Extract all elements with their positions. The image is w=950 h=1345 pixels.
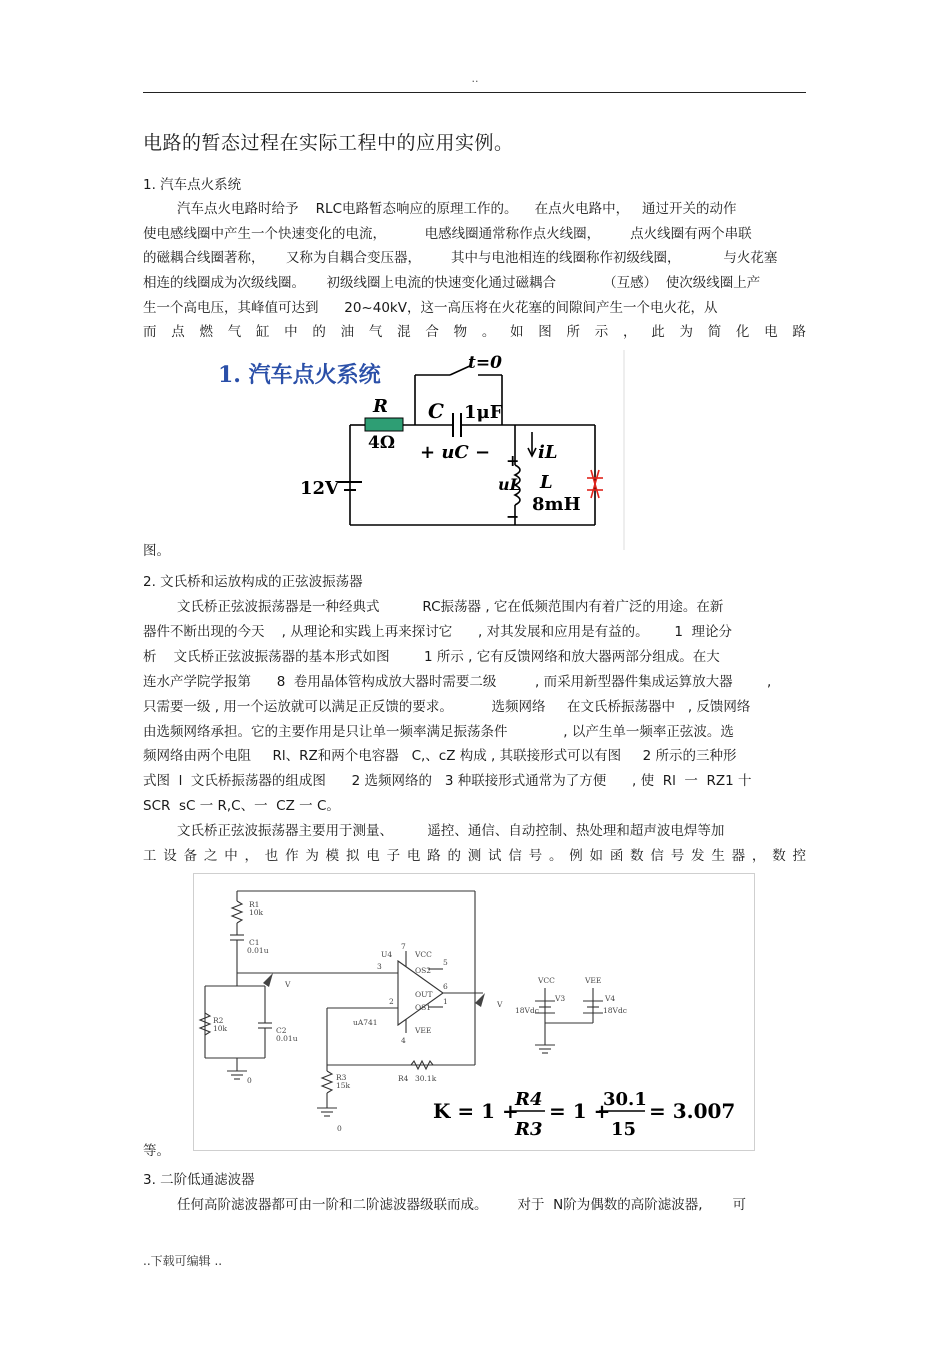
spaced-char: 信 — [508, 848, 522, 864]
il-label: iL — [538, 442, 558, 463]
v3-label: V3 — [555, 994, 566, 1003]
spaced-char: 控 — [792, 848, 806, 864]
c2-label: C2 — [276, 1026, 287, 1035]
spaced-char: 拟 — [345, 848, 360, 864]
section1-line: 汽车点火电路时给予 RLC电路暂态响应的原理工作的。 在点火电路中， 通过开关的动作 — [177, 201, 737, 217]
formula-end: = 3.007 — [649, 1099, 736, 1123]
header-rule — [143, 92, 806, 93]
formula-den2: 15 — [611, 1119, 637, 1140]
pin2-label: 2 — [389, 997, 394, 1006]
chip-label: uA741 — [353, 1018, 378, 1027]
section1-line: 使电感线圈中产生一个快速变化的电流， 电感线圈通常称作点火线圈， 点火线圈有两个串联 — [143, 226, 752, 242]
out-label: OUT — [415, 990, 433, 999]
vcc-pin-label: VCC — [415, 950, 432, 959]
ind-value: 8mH — [532, 494, 581, 515]
spaced-char: 图 — [538, 324, 552, 340]
spaced-char: 工 — [143, 848, 157, 864]
spaced-char: 。 — [548, 848, 563, 864]
ground-label: 0 — [247, 1076, 252, 1085]
cap-value: 1μF — [464, 402, 503, 423]
spaced-char: 也 — [264, 848, 279, 864]
cap-label: C — [428, 399, 444, 423]
spaced-char: 电 — [764, 324, 778, 340]
spaced-char: 气 — [227, 324, 242, 340]
spaced-char: 为 — [305, 848, 319, 864]
formula-den1: R3 — [515, 1119, 543, 1140]
u4-label: U4 — [381, 950, 393, 959]
spaced-char: 数 — [630, 848, 644, 864]
ul-minus: − — [506, 507, 520, 526]
ul-label: uL — [498, 475, 521, 494]
spaced-char: 设 — [163, 848, 177, 864]
pin1-label: 1 — [443, 997, 448, 1006]
spaced-char: 电 — [406, 848, 421, 864]
wien-bridge-figure — [193, 873, 755, 1151]
spaced-char: 物 — [453, 324, 468, 340]
spaced-char: 备 — [183, 848, 198, 864]
vee-source-label: VEE — [585, 976, 602, 985]
ground-label-2: 0 — [337, 1124, 342, 1133]
r4-value: 30.1k — [415, 1074, 437, 1083]
spaced-char: 为 — [679, 324, 693, 340]
spaced-char: 简 — [707, 324, 722, 340]
section1-line: 的磁耦合线圈著称， 又称为自耦合变压器， 其中与电池相连的线圈称作初级线圈， 与火花塞 — [143, 250, 778, 266]
pin3-label: 3 — [377, 962, 382, 971]
spaced-char: 所 — [566, 324, 581, 340]
section2-line: 式图 l 文氏桥振荡器的组成图 2 选频网络的 3 种联接形式通常为了方便 , 使 Rl 一 RZ1 十 — [143, 773, 752, 789]
vee-pin-label: VEE — [415, 1026, 432, 1035]
res-label: R — [373, 396, 388, 417]
footer: ..下载可编辑 .. — [143, 1254, 223, 1268]
section1-spaced-line — [143, 320, 806, 340]
pin5-label: 5 — [443, 958, 448, 967]
section2-line: 析 文氏桥正弦波振荡器的基本形式如图 1 所示 , 它有反馈网络和放大器两部分组成。在大 — [143, 649, 720, 665]
r1-value: 10k — [249, 908, 264, 917]
spaced-char: 电 — [366, 848, 380, 864]
r1-label: R1 — [249, 900, 260, 909]
probe-v-label-2: V — [497, 1000, 503, 1009]
spaced-char: 此 — [651, 324, 665, 340]
section2-line: 由选频网络承担。它的主要作用是只让单一频率满足振荡条件 , 以产生单一频率正弦波。选 — [143, 724, 734, 740]
spaced-char: 。 — [481, 324, 496, 340]
spaced-char: 缸 — [255, 324, 270, 340]
c1-value: 0.01u — [247, 946, 269, 955]
spaced-char: 号 — [670, 848, 685, 864]
section2-line: 只需要一级 , 用一个运放就可以满足正反馈的要求。 选频网络 在文氏桥振荡器中 , 反馈网络 — [143, 699, 751, 715]
spaced-char: 号 — [528, 848, 543, 864]
spaced-char: ， — [622, 324, 637, 340]
section3-heading: 3. 二阶低通滤波器 — [143, 1172, 255, 1188]
v4-label: V4 — [605, 994, 616, 1003]
r3-value: 15k — [336, 1081, 351, 1090]
spaced-char: 作 — [285, 848, 299, 864]
section2-line: 频网络由两个电阻 Rl、RZ和两个电容器 C,、cZ 构成 , 其联接形式可以有图 2 所示的三种形 — [143, 748, 737, 764]
section2-spaced-line — [143, 844, 806, 864]
section1-line: 相连的线圈成为次级线圈。 初级线圈上电流的快速变化通过磁耦合 （互感） 使次级线圈上产 — [143, 275, 761, 291]
c1-label: C1 — [249, 938, 260, 947]
spaced-char: 路 — [792, 324, 806, 340]
section1-heading: 1. 汽车点火系统 — [143, 177, 242, 193]
pin6-label: 6 — [443, 982, 448, 991]
section2-line: SCR sC 一 R,C、一 CZ 一 C。 — [143, 798, 340, 814]
formula-num1: R4 — [515, 1089, 543, 1110]
spaced-char: 中 — [284, 324, 298, 340]
os2-label: OS2 — [415, 966, 432, 975]
spaced-char: 点 — [171, 324, 185, 340]
section3-line: 任何高阶滤波器都可由一阶和二阶滤波器级联而成。 对于 N阶为偶数的高阶滤波器, 可 — [177, 1197, 747, 1213]
header-dots: .. — [471, 72, 479, 85]
spaced-char: 如 — [589, 848, 604, 864]
section1-line: 生一个高电压，其峰值可达到 20~40kV，这一高压将在火花塞的间隙间产生一个电火花，从 — [143, 300, 718, 316]
spaced-char: 生 — [711, 848, 725, 864]
r3-label: R3 — [336, 1073, 347, 1082]
spaced-char: 测 — [467, 848, 482, 864]
r2-value: 10k — [213, 1024, 228, 1033]
spaced-char: 的 — [447, 848, 461, 864]
spaced-char: 信 — [650, 848, 664, 864]
formula-k: K = 1 + — [433, 1099, 519, 1123]
spaced-char: 气 — [368, 324, 383, 340]
section2-line: 文氏桥正弦波振荡器是一种经典式 RC振荡器 , 它在低频范围内有着广泛的用途。在新 — [177, 599, 724, 615]
spaced-char: 试 — [488, 848, 502, 864]
ind-label: L — [540, 472, 553, 493]
probe-v-label: V — [285, 980, 291, 989]
spaced-char: 函 — [609, 848, 624, 864]
pin4-label: 4 — [401, 1036, 406, 1045]
spaced-char: 如 — [510, 324, 524, 340]
vcc-source-label: VCC — [538, 976, 555, 985]
r4-label: R4 — [398, 1074, 409, 1083]
spaced-char: 燃 — [199, 324, 213, 340]
pin7-label: 7 — [401, 942, 406, 951]
section2-line: 连水产学院学报第 8 卷用晶体管构成放大器时需要二级 , 而采用新型器件集成运算放大器 , — [143, 674, 772, 690]
r2-label: R2 — [213, 1016, 224, 1025]
spaced-char: 数 — [772, 848, 786, 864]
spaced-char: 中 — [224, 848, 238, 864]
switch-label: t=0 — [468, 353, 502, 373]
spaced-char: 之 — [203, 848, 218, 864]
section2-heading: 2. 文氏桥和运放构成的正弦波振荡器 — [143, 574, 363, 590]
formula-mid: = 1 + — [549, 1099, 611, 1123]
figure1-title: 1. 汽车点火系统 — [218, 362, 381, 388]
battery-label: 12V — [300, 478, 340, 499]
section2-line: 器件不断出现的今天 , 从理论和实践上再来探讨它 , 对其发展和应用是有益的。 1 理论分 — [143, 624, 732, 640]
spaced-char: ， — [244, 848, 258, 864]
spaced-char: 混 — [397, 324, 411, 340]
page-title: 电路的暂态过程在实际工程中的应用实例。 — [143, 132, 514, 154]
ignition-circuit-figure — [210, 350, 625, 550]
spaced-char: 的 — [312, 324, 326, 340]
spaced-char: 路 — [427, 848, 441, 864]
spaced-char: 合 — [425, 324, 439, 340]
res-value: 4Ω — [368, 433, 395, 453]
v3-value: 18Vdc — [515, 1006, 539, 1015]
ul-plus: + — [506, 451, 520, 470]
spaced-char: 而 — [143, 324, 157, 340]
v4-value: 18Vdc — [603, 1006, 627, 1015]
spaced-char: 子 — [386, 848, 401, 864]
spaced-char: 示 — [594, 324, 609, 340]
os1-label: OS1 — [415, 1003, 432, 1012]
section2-tail: 等。 — [143, 1143, 170, 1159]
c2-value: 0.01u — [276, 1034, 298, 1043]
spaced-char: ， — [751, 848, 766, 864]
spaced-char: 例 — [569, 848, 583, 864]
spaced-char: 油 — [340, 324, 355, 340]
section2-line: 文氏桥正弦波振荡器主要用于测量、 遥控、通信、自动控制、热处理和超声波电焊等加 — [177, 823, 725, 839]
spaced-char: 化 — [735, 324, 750, 340]
formula-num2: 30.1 — [603, 1089, 647, 1110]
uc-label: + uC − — [420, 442, 491, 463]
spaced-char: 器 — [731, 848, 746, 864]
section1-tail: 图。 — [143, 543, 170, 559]
spaced-char: 模 — [325, 848, 340, 864]
spaced-char: 发 — [691, 848, 705, 864]
